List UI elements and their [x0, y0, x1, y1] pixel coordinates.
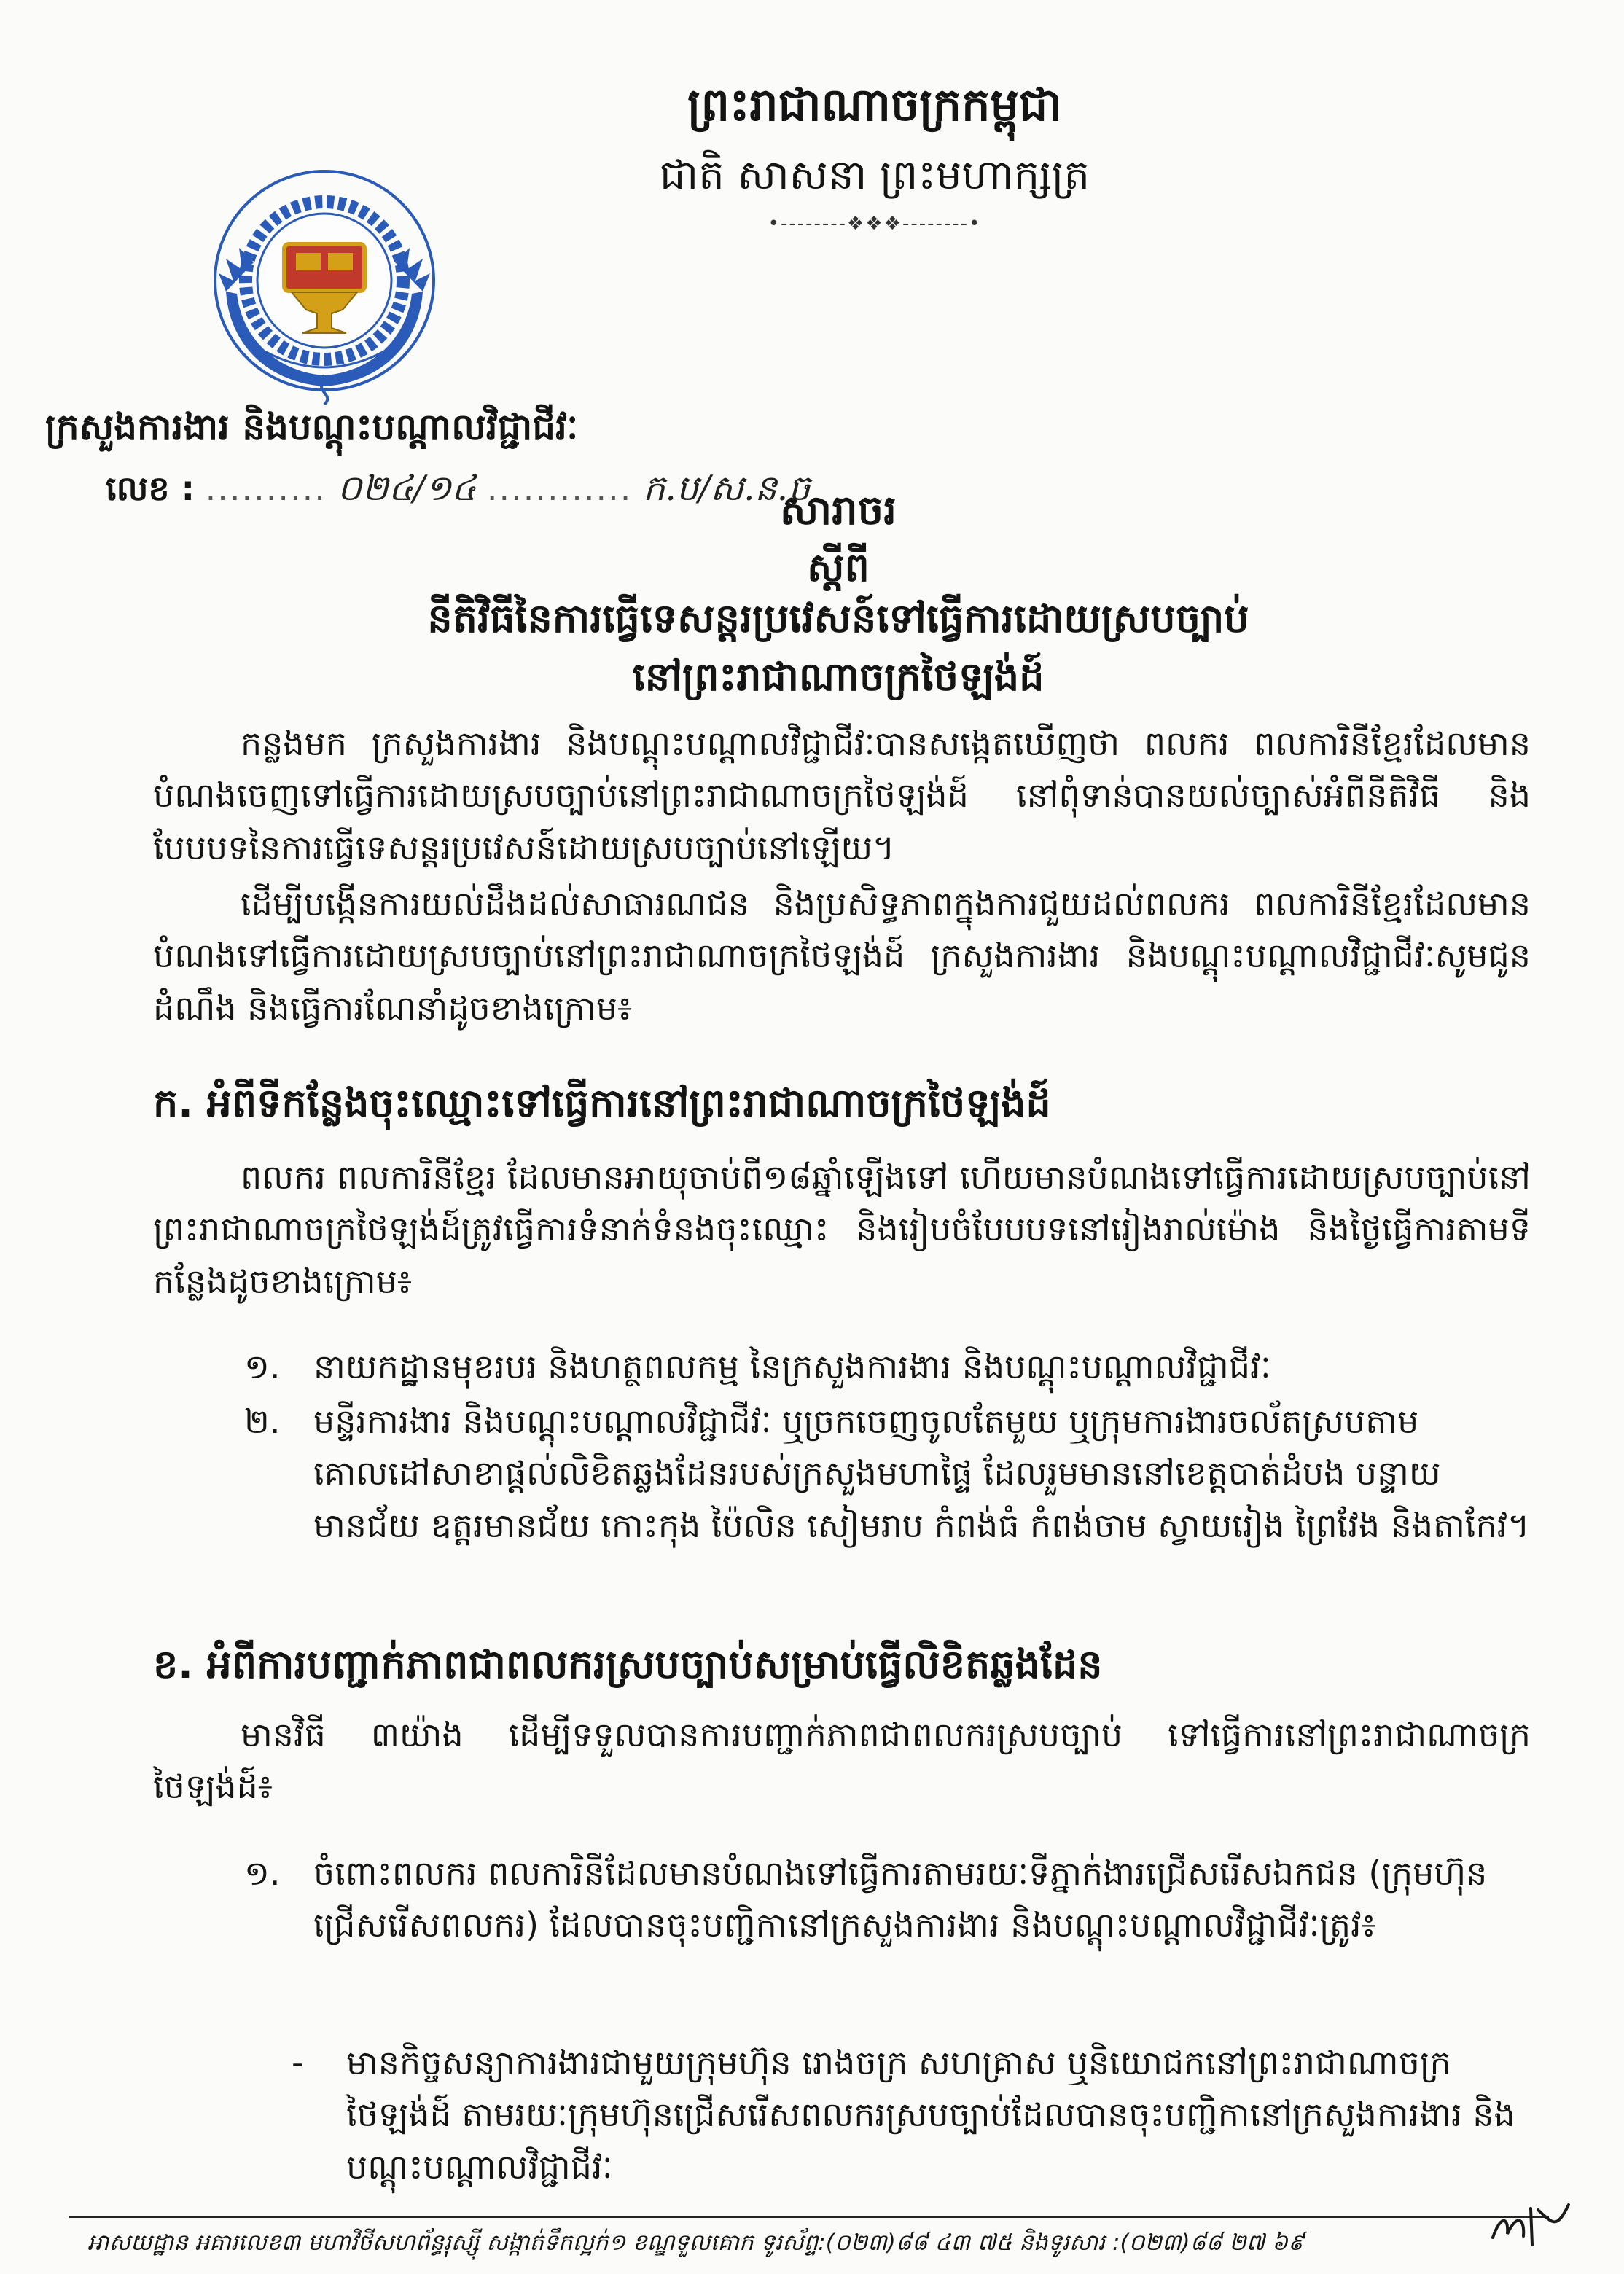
footer-address: អាសយដ្ឋាន អគារលេខ៣ មហាវិថីសហព័ន្ធរុស្ស៊ី សង្កាត់ទឹកល្អក់១ ខណ្ឌទួលគោក ទូរស័ព្ទ:(០២៣)៨៨ ៤៣ ៧៥ និងទូរសារ :(០២៣)៨៨ ២៧ ៦៩ — [87, 2230, 1304, 2256]
item-text: មន្ទីរការងារ និងបណ្តុះបណ្តាលវិជ្ជាជីវៈ ឬច្រកចេញចូលតែមួយ ឬក្រុមការងារចល័តស្របតាមគោលដៅសាខាផ្តល់លិខិតឆ្លងដែនរបស់ក្រសួងមហាផ្ទៃ ដែលរួមមាននៅខេត្តបាត់ដំបង បន្ទាយមានជ័យ ឧត្តរមានជ័យ កោះកុង ប៉ៃលិន សៀមរាប កំពង់ធំ កំពង់ចាម ស្វាយរៀង ព្រៃវែង និងតាកែវ។ — [313, 1402, 1530, 1545]
section-a-item-2 — [244, 1396, 1531, 1552]
handwritten-initial — [1487, 2201, 1574, 2252]
section-b-item-1 — [244, 1848, 1531, 1952]
ministry-seal — [204, 164, 445, 405]
section-a-heading: ក. អំពីទីកន្លែងចុះឈ្មោះទៅធ្វើការនៅព្រះរាជាណាចក្រថៃឡង់ដ៍ — [153, 1080, 1051, 1126]
ref-dots: .......... — [205, 469, 327, 508]
signature-initial-icon — [1487, 2201, 1574, 2252]
ref-label: លេខ : — [106, 469, 195, 508]
section-b-bullet-1 — [292, 2037, 1531, 2193]
document-subject-line-1: នីតិវិធីនៃការធ្វើទេសន្តរប្រវេសន៍ទៅធ្វើការដោយស្របច្បាប់ — [427, 595, 1249, 641]
item-text: ចំពោះពលករ ពលការិនីដែលមានបំណងទៅធ្វើការតាមរយៈទីភ្នាក់ងារជ្រើសរើសឯកជន (ក្រុមហ៊ុនជ្រើសរើសពលករ) ដែលបានចុះបញ្ជិកានៅក្រសួងការងារ និងបណ្តុះបណ្តាលវិជ្ជាជីវៈត្រូវ៖ — [313, 1853, 1488, 1945]
item-number: ១. — [244, 1347, 281, 1386]
footer-divider — [69, 2216, 1549, 2218]
item-number: ២. — [244, 1402, 281, 1441]
item-number: ១. — [244, 1853, 281, 1893]
document-subject-line-2: នៅព្រះរាជាណាចក្រថៃឡង់ដ៍ — [632, 654, 1045, 700]
item-text: នាយកដ្ឋានមុខរបរ និងហត្ថពលកម្ម នៃក្រសួងការងារ និងបណ្តុះបណ្តាលវិជ្ជាជីវៈ — [313, 1347, 1271, 1386]
bullet-marker: - — [292, 2043, 304, 2082]
document-about: ស្តីពី — [807, 544, 870, 590]
ministry-seal-icon — [204, 164, 445, 405]
document-type: សារាចរ — [780, 487, 897, 534]
section-a-paragraph: ពលករ ពលការិនីខ្មែរ ដែលមានអាយុចាប់ពី១៨ឆ្នាំឡើងទៅ ហើយមានបំណងទៅធ្វើការដោយស្របច្បាប់នៅព្រះរាជាណាចក្រថៃឡង់ដ៍ត្រូវធ្វើការទំនាក់ទំនងចុះឈ្មោះ និងរៀបចំបែបបទនៅរៀងរាល់ម៉ោង និងថ្ងៃធ្វើការតាមទីកន្លែងដូចខាងក្រោម៖ — [153, 1157, 1531, 1301]
ornament-divider: •--------❖❖❖--------• — [768, 213, 982, 235]
national-motto: ជាតិ សាសនា ព្រះមហាក្សត្រ — [659, 152, 1090, 199]
section-a-item-1 — [244, 1341, 1531, 1393]
section-b-heading: ខ. អំពីការបញ្ជាក់ភាពជាពលករស្របច្បាប់សម្រាប់ធ្វើលិខិតឆ្លងដែន — [153, 1641, 1103, 1687]
ref-suffix: ក.ប/ស.ន.ច — [643, 468, 811, 509]
intro-paragraph-2: ដើម្បីបង្កើនការយល់ដឹងដល់សាធារណជន និងប្រសិទ្ធភាពក្នុងការជួយដល់ពលករ ពលការិនីខ្មែរដែលមានបំណងទៅធ្វើការដោយស្របច្បាប់នៅព្រះរាជាណាចក្រថៃឡង់ដ៍ ក្រសួងការងារ និងបណ្តុះបណ្តាលវិជ្ជាជីវៈសូមជូនដំណឹង និងធ្វើការណែនាំដូចខាងក្រោម៖ — [153, 884, 1531, 1028]
section-b-paragraph: មានវិធី ៣យ៉ាង ដើម្បីទទួលបានការបញ្ជាក់ភាពជាពលករស្របច្បាប់ ទៅធ្វើការនៅព្រះរាជាណាចក្រថៃឡង់ដ៍៖ — [153, 1715, 1531, 1807]
kingdom-title: ព្រះរាជាណាចក្រកម្ពុជា — [687, 78, 1062, 131]
ministry-name: ក្រសួងការងារ និងបណ្តុះបណ្តាលវិជ្ជាជីវៈ — [45, 406, 579, 448]
ref-dots-2: ............ — [486, 469, 633, 508]
bullet-text: មានកិច្ចសន្យាការងារជាមួយក្រុមហ៊ុន រោងចក្រ សហគ្រាស ឬនិយោជកនៅព្រះរាជាណាចក្រថៃឡង់ដ៍ តាមរយៈក្រុមហ៊ុនជ្រើសរើសពលករស្របច្បាប់ដែលបានចុះបញ្ជិកានៅក្រសួងការងារ និងបណ្តុះបណ្តាលវិជ្ជាជីវៈ — [346, 2043, 1515, 2187]
intro-paragraph-1: កន្លងមក ក្រសួងការងារ និងបណ្តុះបណ្តាលវិជ្ជាជីវៈបានសង្កេតឃើញថា ពលករ ពលការិនីខ្មែរដែលមានបំណងចេញទៅធ្វើការដោយស្របច្បាប់នៅព្រះរាជាណាចក្រថៃឡង់ដ៍ នៅពុំទាន់បានយល់ច្បាស់អំពីនីតិវិធី និងបែបបទនៃការធ្វើទេសន្តរប្រវេសន៍ដោយស្របច្បាប់នៅឡើយ។ — [153, 724, 1531, 867]
ref-number: ០២៤/១៤ — [337, 468, 477, 509]
